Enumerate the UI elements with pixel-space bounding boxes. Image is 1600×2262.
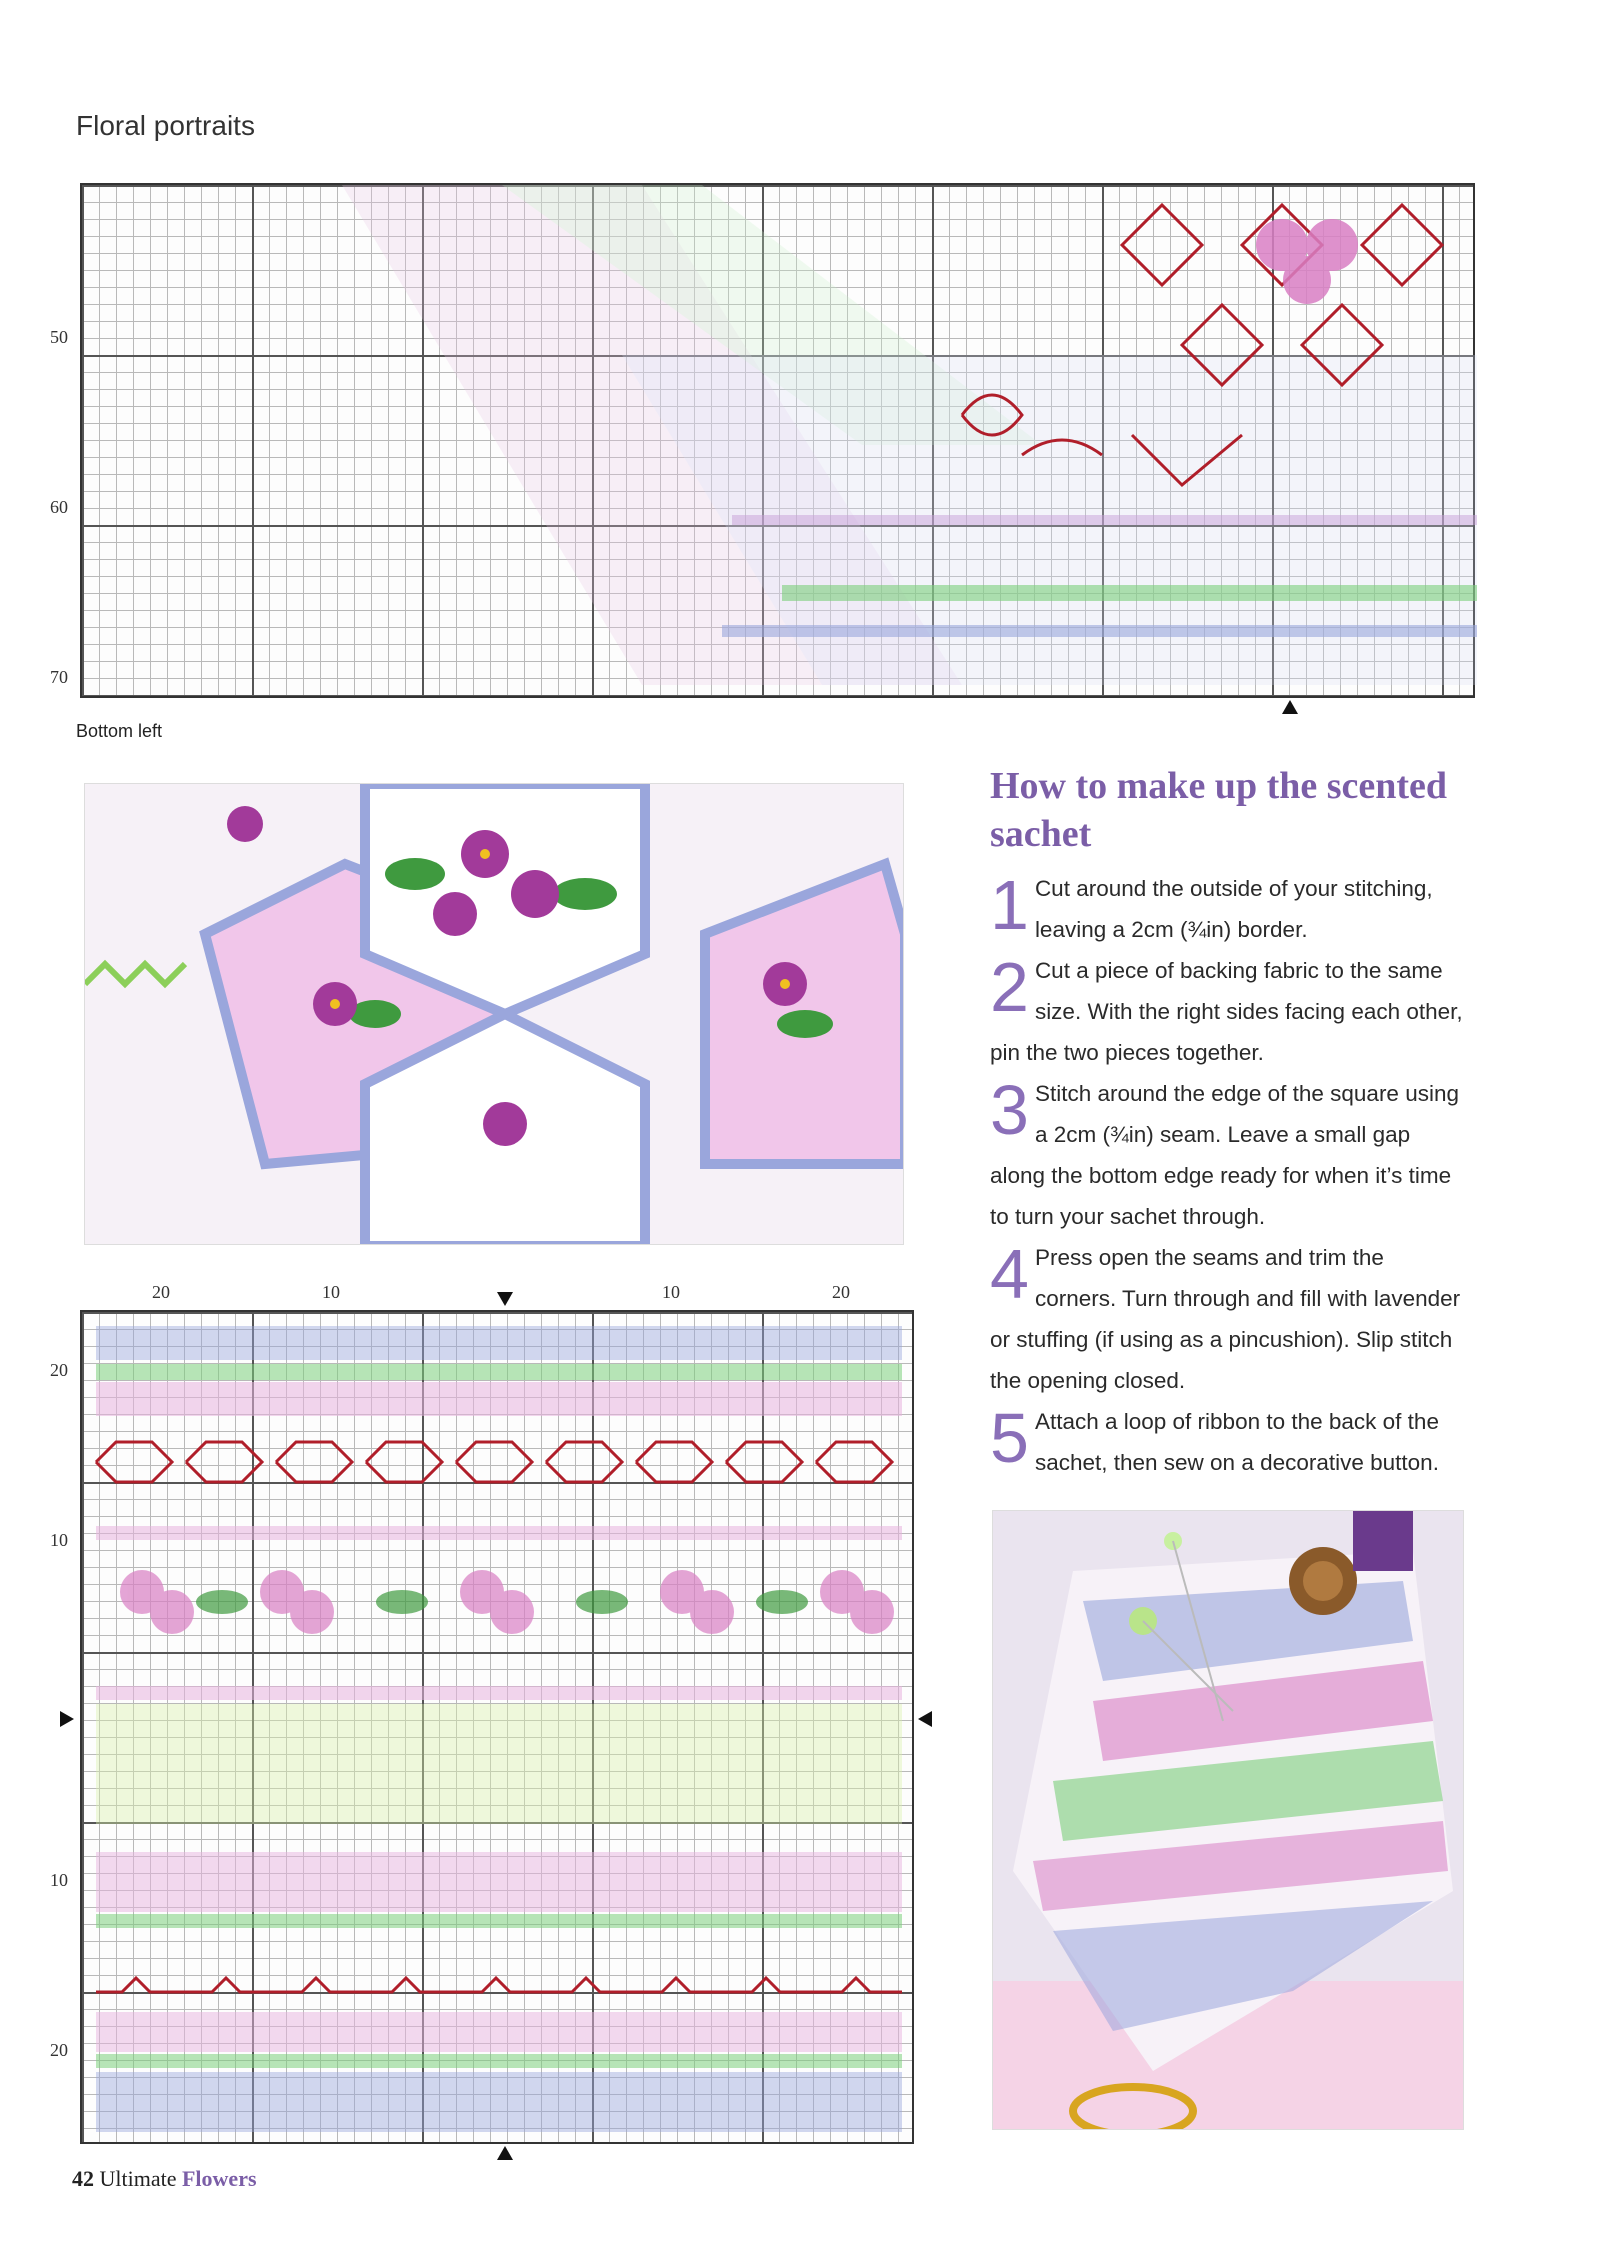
step-1-text: Cut around the outside of your stitching, leaving a 2cm (¾in) border. [1034,876,1433,942]
step-1 [990,868,1470,950]
magazine-name-accent: Flowers [181,2166,257,2191]
bottom-row-label-20-top: 20 [50,1360,68,1380]
step-4-text: Press open the seams and trim the corners. Turn through and fill with lavender or stuffing (if using as a pincushion). Slip stitch the opening closed. [990,1245,1461,1393]
magazine-name: Ultimate [99,2166,177,2191]
stitched-detail-illustration [85,784,904,1245]
pincushion-illustration [993,1511,1464,2130]
step-2 [990,950,1470,1073]
top-chart-motifs [82,185,1477,700]
step-2-number: 2 [990,948,1029,1026]
top-row-label-70: 70 [50,667,68,687]
top-chart-center-marker-icon [1282,700,1298,714]
top-chart-caption: Bottom left [76,721,163,741]
bottom-chart-right-marker-icon [918,1711,932,1727]
section-title: Floral portraits [76,110,255,141]
step-3 [990,1073,1470,1237]
bottom-chart-left-marker-icon [60,1711,74,1727]
page-footer [72,2166,257,2192]
page-number: 42 [72,2166,94,2191]
how-to-title: How to make up the scented sachet [990,765,1448,855]
bottom-chart-top-marker-icon [497,1292,513,1306]
bottom-col-label-10-left: 10 [322,1282,340,1302]
bottom-chart-bottom-marker-icon [497,2146,513,2160]
bottom-col-label-20-left: 20 [152,1282,170,1302]
step-4 [990,1237,1470,1401]
how-to-steps [990,868,1470,1483]
bottom-chart-motifs [82,1312,916,2146]
bottom-cross-stitch-chart [80,1310,914,2144]
step-5 [990,1401,1470,1483]
pincushion-photo [992,1510,1464,2130]
top-row-label-60: 60 [50,497,68,517]
bottom-row-label-10-top: 10 [50,1530,68,1550]
step-3-text: Stitch around the edge of the square using a 2cm (¾in) seam. Leave a small gap along the bottom edge ready for when it’s time to turn your sachet through. [990,1081,1459,1229]
step-5-text: Attach a loop of ribbon to the back of the sachet, then sew on a decorative button. [1034,1409,1439,1475]
step-2-text: Cut a piece of backing fabric to the same size. With the right sides facing each other, pin the two pieces together. [990,958,1463,1065]
step-5-number: 5 [990,1399,1029,1477]
bottom-col-label-20-right: 20 [832,1282,850,1302]
step-1-number: 1 [990,866,1029,944]
bottom-row-label-10-bottom: 10 [50,1870,68,1890]
stitched-sachet-detail-photo [84,783,904,1245]
top-row-label-50: 50 [50,327,68,347]
bottom-row-label-20-bottom: 20 [50,2040,68,2060]
step-4-number: 4 [990,1235,1029,1313]
step-3-number: 3 [990,1071,1029,1149]
bottom-col-label-10-right: 10 [662,1282,680,1302]
top-cross-stitch-chart [80,183,1475,698]
